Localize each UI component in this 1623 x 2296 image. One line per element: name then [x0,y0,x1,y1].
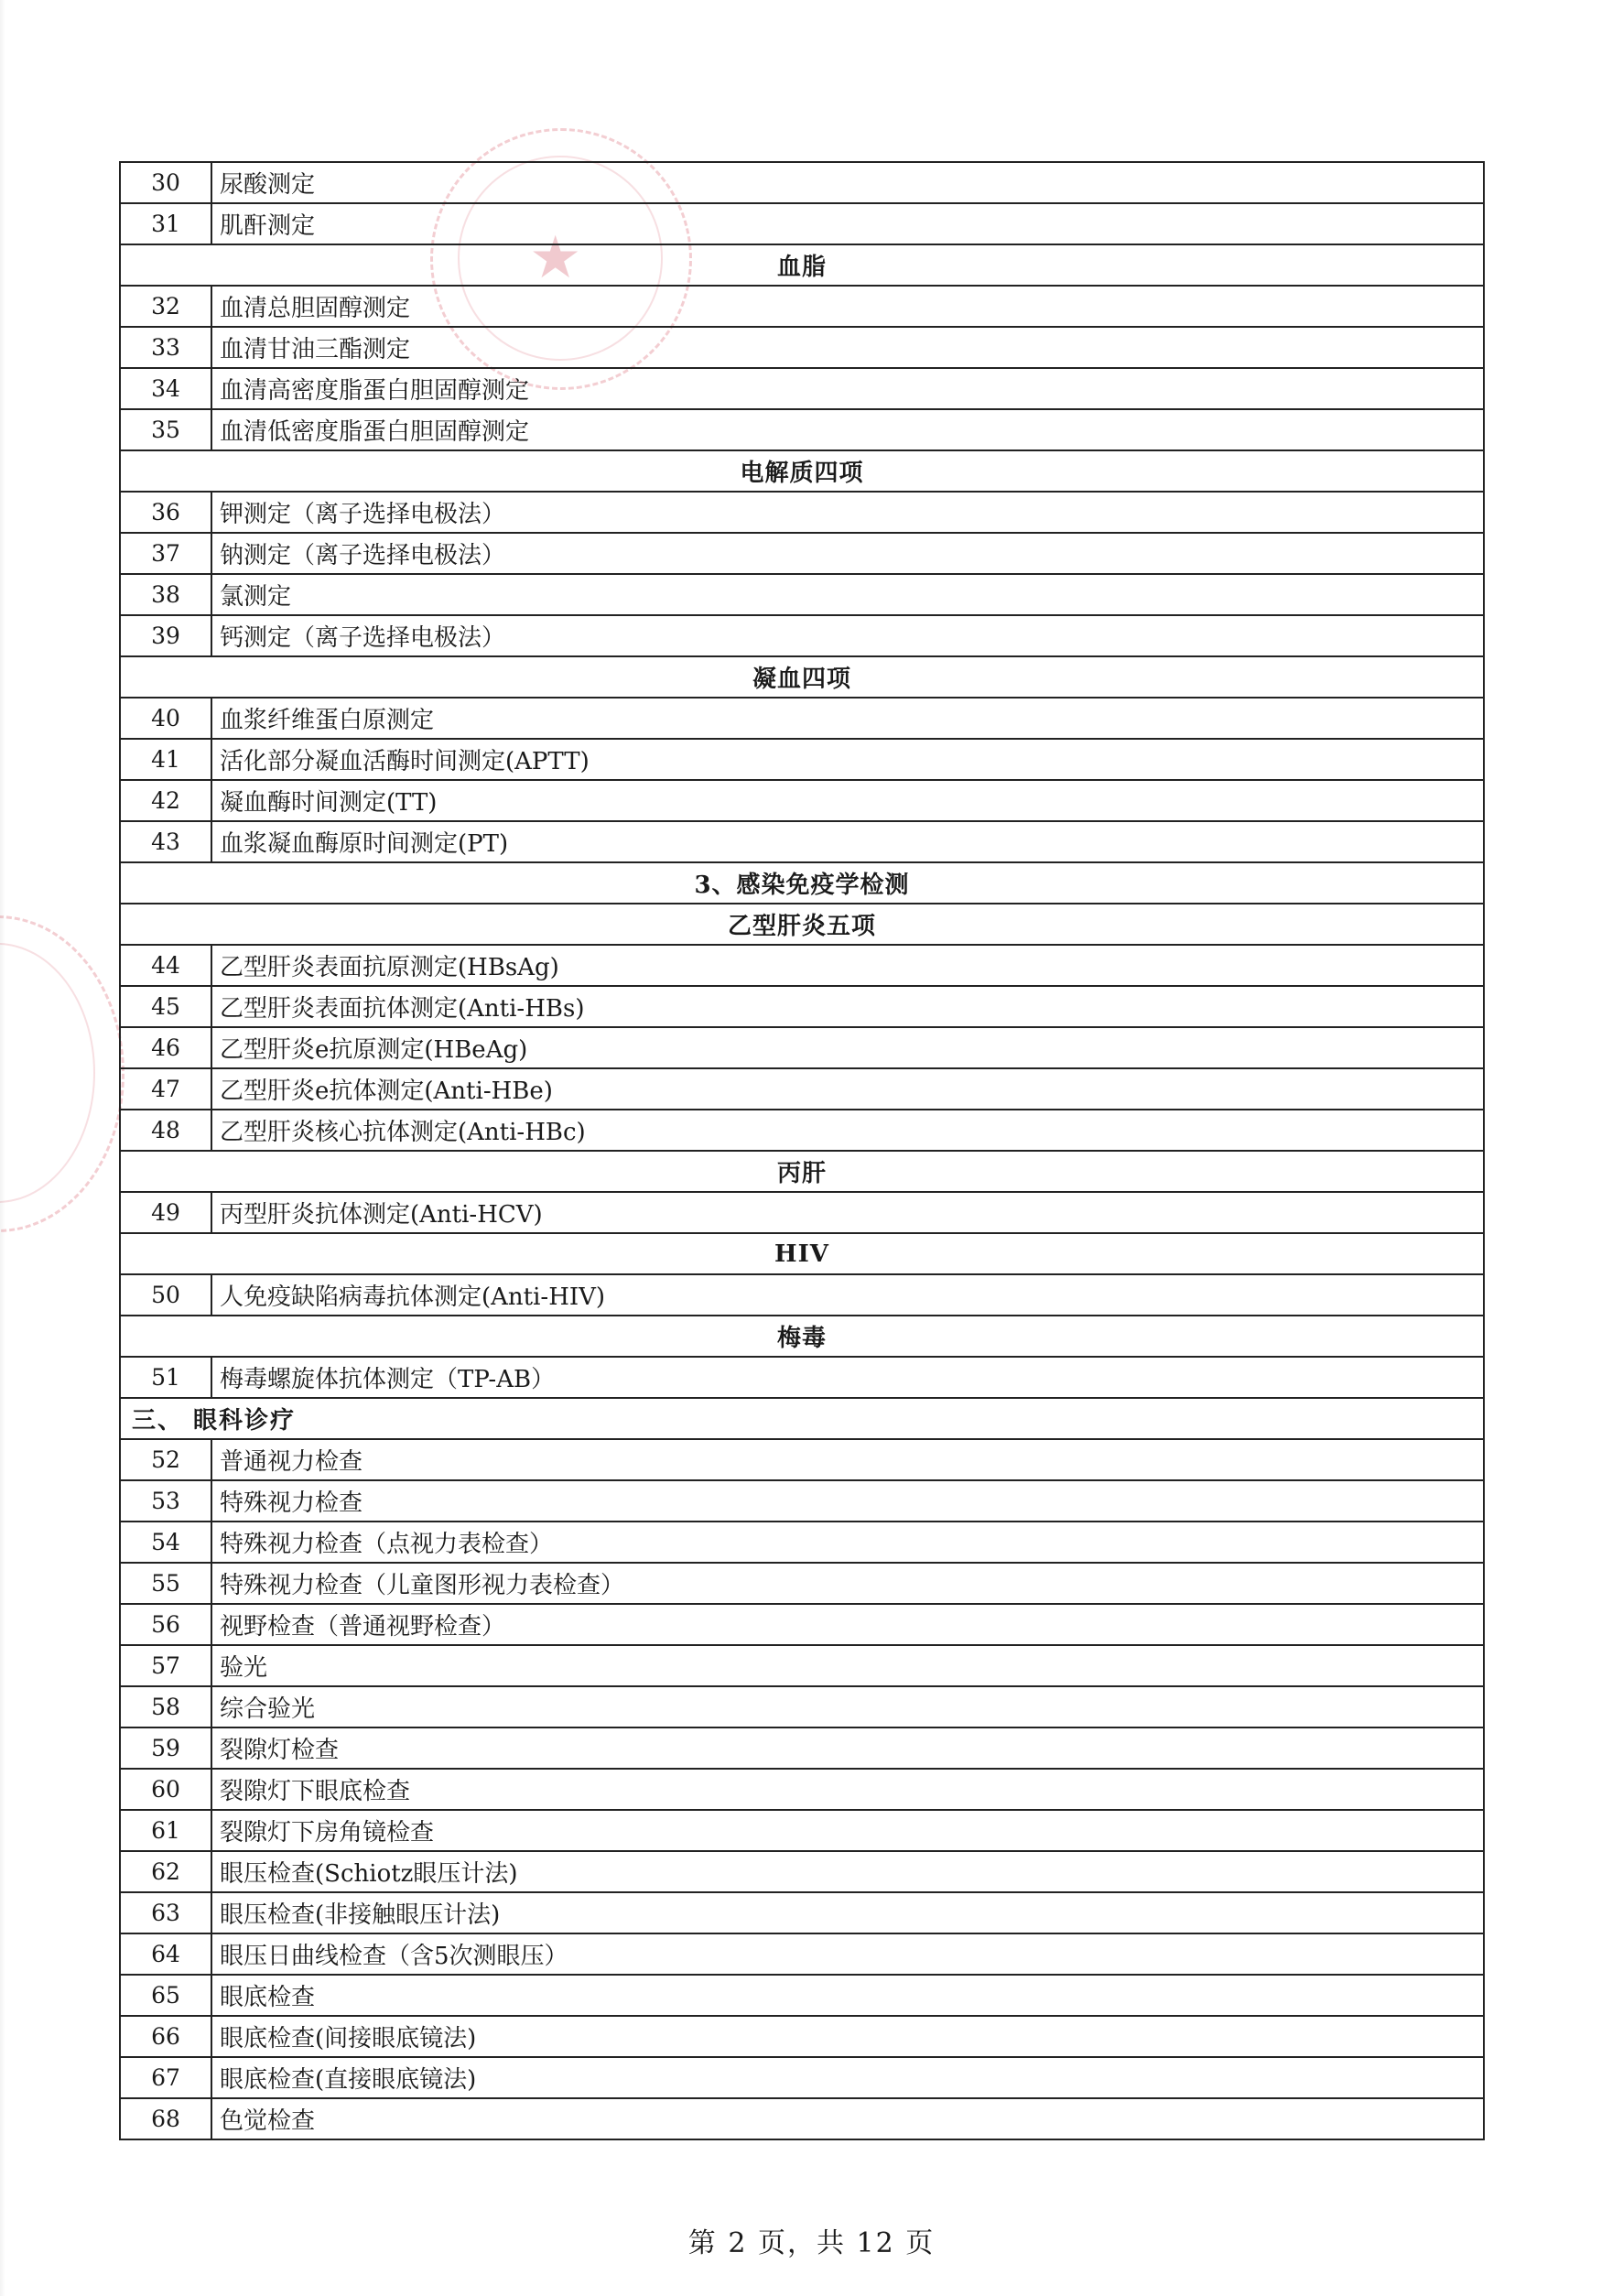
item-number: 44 [121,946,212,985]
table-row [121,2099,1485,2140]
item-name: 尿酸测定 [212,163,1485,202]
table-row [121,287,1485,328]
exam-items-table [119,161,1485,2140]
item-number: 59 [121,1728,212,1768]
item-name: 乙型肝炎e抗原测定(HBeAg) [212,1028,1485,1067]
item-name: 氯测定 [212,575,1485,614]
table-row [121,1605,1485,1646]
section-heading-row [121,1234,1485,1275]
item-number: 46 [121,1028,212,1067]
item-number: 48 [121,1110,212,1150]
table-row [121,1852,1485,1893]
item-number: 65 [121,1976,212,2015]
table-row [121,2017,1485,2058]
table-row [121,946,1485,987]
item-number: 66 [121,2017,212,2056]
section-title: 血脂 [121,245,1485,285]
item-name: 乙型肝炎表面抗体测定(Anti-HBs) [212,987,1485,1026]
item-name: 乙型肝炎表面抗原测定(HBsAg) [212,946,1485,985]
item-number: 41 [121,740,212,779]
seal-left-inner-ring [0,943,95,1203]
chapter-heading-row [121,1399,1485,1440]
section-title: 凝血四项 [121,657,1485,697]
item-number: 49 [121,1193,212,1232]
table-row [121,1275,1485,1316]
table-row [121,987,1485,1028]
item-number: 55 [121,1564,212,1603]
item-number: 53 [121,1481,212,1521]
table-row [121,822,1485,863]
item-number: 56 [121,1605,212,1644]
table-row [121,1358,1485,1399]
table-row [121,1564,1485,1605]
table-row [121,1069,1485,1110]
table-row [121,534,1485,575]
item-number: 52 [121,1440,212,1479]
item-number: 38 [121,575,212,614]
table-row [121,410,1485,451]
item-number: 33 [121,328,212,367]
item-number: 37 [121,534,212,573]
section-title: 3、感染免疫学检测 [121,863,1485,903]
section-title: 梅毒 [121,1316,1485,1356]
table-row [121,1770,1485,1811]
table-row [121,2058,1485,2099]
item-number: 30 [121,163,212,202]
item-name: 色觉检查 [212,2099,1485,2139]
table-row [121,740,1485,781]
item-name: 裂隙灯下房角镜检查 [212,1811,1485,1850]
item-number: 43 [121,822,212,861]
item-number: 35 [121,410,212,449]
item-name: 眼底检查 [212,1976,1485,2015]
section-heading-row [121,1316,1485,1358]
table-row [121,1893,1485,1934]
table-row [121,1522,1485,1564]
item-number: 31 [121,204,212,244]
page-left-edge [0,0,5,2296]
item-name: 钠测定（离子选择电极法） [212,534,1485,573]
table-row [121,493,1485,534]
table-row [121,1440,1485,1481]
item-number: 68 [121,2099,212,2139]
item-name: 梅毒螺旋体抗体测定（TP-AB） [212,1358,1485,1397]
table-row [121,1728,1485,1770]
table-row [121,616,1485,657]
item-number: 67 [121,2058,212,2097]
item-number: 45 [121,987,212,1026]
item-name: 裂隙灯检查 [212,1728,1485,1768]
item-number: 47 [121,1069,212,1109]
item-number: 51 [121,1358,212,1397]
seal-left-stamp [0,915,124,1232]
item-name: 特殊视力检查（儿童图形视力表检查） [212,1564,1485,1603]
table-row [121,1976,1485,2017]
section-title: 电解质四项 [121,451,1485,491]
item-name: 血浆纤维蛋白原测定 [212,699,1485,738]
table-row [121,699,1485,740]
item-name: 普通视力检查 [212,1440,1485,1479]
item-number: 42 [121,781,212,820]
item-name: 裂隙灯下眼底检查 [212,1770,1485,1809]
item-name: 综合验光 [212,1687,1485,1727]
item-name: 血清高密度脂蛋白胆固醇测定 [212,369,1485,408]
item-number: 34 [121,369,212,408]
item-name: 乙型肝炎核心抗体测定(Anti-HBc) [212,1110,1485,1150]
table-row [121,781,1485,822]
table-row [121,1646,1485,1687]
section-title: 乙型肝炎五项 [121,904,1485,944]
item-number: 50 [121,1275,212,1315]
section-title: 丙肝 [121,1152,1485,1191]
item-name: 眼底检查(间接眼底镜法) [212,2017,1485,2056]
item-name: 验光 [212,1646,1485,1685]
item-name: 肌酐测定 [212,204,1485,244]
table-row [121,575,1485,616]
table-row [121,1481,1485,1522]
section-heading-row [121,1152,1485,1193]
item-number: 62 [121,1852,212,1891]
section-title: HIV [121,1234,1485,1273]
table-row [121,163,1485,204]
seal-top-star-icon: ★ [529,224,582,292]
item-name: 凝血酶时间测定(TT) [212,781,1485,820]
section-heading-row [121,245,1485,287]
item-name: 乙型肝炎e抗体测定(Anti-HBe) [212,1069,1485,1109]
page-number: 第 2 页，共 12 页 [687,2227,936,2259]
item-name: 血清总胆固醇测定 [212,287,1485,326]
item-name: 血清甘油三酯测定 [212,328,1485,367]
section-heading-row [121,451,1485,493]
item-name: 钙测定（离子选择电极法） [212,616,1485,655]
item-name: 视野检查（普通视野检查） [212,1605,1485,1644]
item-name: 特殊视力检查（点视力表检查） [212,1522,1485,1562]
item-number: 54 [121,1522,212,1562]
item-number: 57 [121,1646,212,1685]
item-name: 人免疫缺陷病毒抗体测定(Anti-HIV) [212,1275,1485,1315]
item-name: 眼底检查(直接眼底镜法) [212,2058,1485,2097]
section-heading-row [121,863,1485,904]
item-number: 58 [121,1687,212,1727]
item-name: 眼压日曲线检查（含5次测眼压） [212,1934,1485,1974]
table-row [121,369,1485,410]
table-row [121,1028,1485,1069]
table-row [121,204,1485,245]
item-name: 活化部分凝血活酶时间测定(APTT) [212,740,1485,779]
item-name: 血浆凝血酶原时间测定(PT) [212,822,1485,861]
item-name: 丙型肝炎抗体测定(Anti-HCV) [212,1193,1485,1232]
section-heading-row [121,904,1485,946]
item-number: 64 [121,1934,212,1974]
table-row [121,328,1485,369]
item-name: 钾测定（离子选择电极法） [212,493,1485,532]
table-row [121,1934,1485,1976]
item-number: 61 [121,1811,212,1850]
section-heading-row [121,657,1485,699]
item-number: 39 [121,616,212,655]
table-row [121,1193,1485,1234]
item-number: 60 [121,1770,212,1809]
chapter-title: 三、 眼科诊疗 [121,1399,1485,1438]
item-name: 眼压检查(Schiotz眼压计法) [212,1852,1485,1891]
item-number: 32 [121,287,212,326]
item-name: 眼压检查(非接触眼压计法) [212,1893,1485,1933]
item-number: 40 [121,699,212,738]
item-name: 特殊视力检查 [212,1481,1485,1521]
item-number: 63 [121,1893,212,1933]
item-name: 血清低密度脂蛋白胆固醇测定 [212,410,1485,449]
table-row [121,1687,1485,1728]
item-number: 36 [121,493,212,532]
table-row [121,1811,1485,1852]
table-row [121,1110,1485,1152]
